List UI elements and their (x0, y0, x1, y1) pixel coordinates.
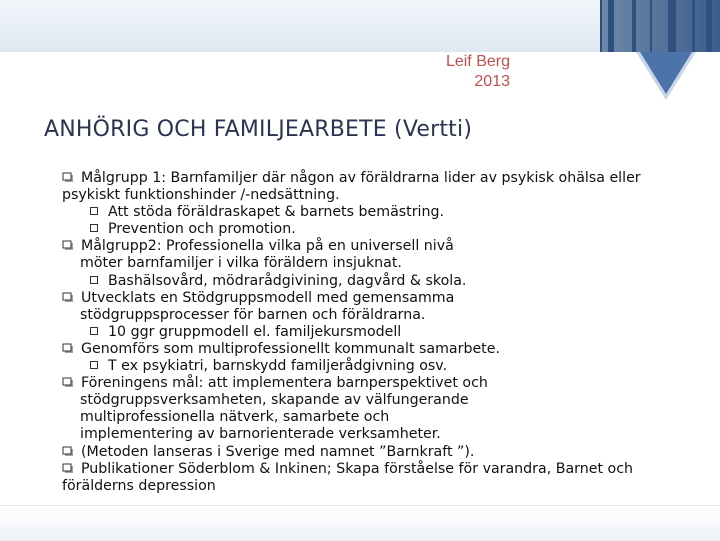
bullet-line (62, 478, 682, 495)
bullet-line (62, 255, 682, 272)
bullet-text: stödgruppsprocesser för barnen och föräldrarna. (80, 306, 426, 323)
bullet-text: Publikationer Söderblom & Inkinen; Skapa förståelse för varandra, Barnet och (81, 460, 634, 477)
slide-body (62, 170, 682, 495)
bullet-text: psykiskt funktionshinder /-nedsättning. (62, 187, 340, 204)
bottom-banner (0, 505, 720, 541)
square-bullet-icon (62, 343, 75, 354)
bullet-text: 10 ggr gruppmodell el. familjekursmodell (108, 323, 402, 340)
bullet-line (62, 307, 682, 324)
bullet-text: Utvecklats en Stödgruppsmodell med gemensamma (81, 289, 455, 306)
bullet-text: Föreningens mål: att implementera barnperspektivet och (81, 375, 488, 392)
bullet-line (62, 324, 682, 341)
banner-stripe (692, 0, 695, 52)
square-bullet-icon (62, 446, 75, 457)
bullet-line (62, 358, 682, 375)
bullet-line (62, 392, 682, 409)
bullet-text: möter barnfamiljer i vilka föräldern insjuknat. (80, 255, 402, 272)
bullet-line (62, 426, 682, 443)
bullet-line (62, 273, 682, 290)
square-bullet-icon (62, 377, 75, 388)
author-year: 2013 (474, 73, 510, 90)
square-bullet-icon (62, 463, 75, 474)
author-block (446, 52, 510, 92)
bullet-line (62, 341, 682, 358)
bullet-text: Att stöda föräldraskapet & barnets bemästring. (108, 204, 444, 221)
bullet-text: multiprofessionella nätverk, samarbete och (80, 409, 390, 426)
square-bullet-icon (62, 172, 75, 183)
square-bullet-icon (62, 292, 75, 303)
bullet-line (62, 444, 682, 461)
decorative-triangle (640, 52, 692, 94)
banner-stripe (632, 0, 636, 52)
banner-stripe (608, 0, 614, 52)
small-square-bullet-icon (90, 327, 98, 335)
bullet-text: T ex psykiatri, barnskydd familjerådgivning osv. (108, 358, 448, 375)
bullet-text: Bashälsovård, mödrarådgivining, dagvård & skola. (108, 272, 467, 289)
bullet-text: stödgruppsverksamheten, skapande av välfungerande (80, 392, 469, 409)
author-name: Leif Berg (445, 53, 510, 70)
bullet-text: (Metoden lanseras i Sverige med namnet ”Barnkraft ”). (81, 443, 475, 460)
bullet-line (62, 187, 682, 204)
bullet-text: Genomförs som multiprofessionellt kommunalt samarbete. (81, 340, 500, 357)
slide-title: ANHÖRIG OCH FAMILJEARBETE (Vertti) (44, 117, 473, 142)
banner-stripe (650, 0, 652, 52)
square-bullet-icon (62, 240, 75, 251)
small-square-bullet-icon (90, 207, 98, 215)
top-banner-accent (600, 0, 720, 52)
bullet-line (62, 204, 682, 221)
banner-stripe (668, 0, 676, 52)
banner-stripe (600, 0, 602, 52)
small-square-bullet-icon (90, 276, 98, 284)
bullet-text: Målgrupp2: Professionella vilka på en universell nivå (81, 238, 454, 255)
bullet-text: förälderns depression (62, 477, 216, 494)
bullet-line (62, 375, 682, 392)
bullet-line (62, 221, 682, 238)
bullet-text: Prevention och promotion. (108, 221, 296, 238)
bullet-line (62, 238, 682, 255)
small-square-bullet-icon (90, 361, 98, 369)
bullet-line (62, 290, 682, 307)
bullet-text: implementering av barnorienterade verksamheter. (80, 426, 441, 443)
banner-stripe (706, 0, 712, 52)
small-square-bullet-icon (90, 224, 98, 232)
bullet-text: Målgrupp 1: Barnfamiljer där någon av föräldrarna lider av psykisk ohälsa eller (81, 170, 641, 186)
bullet-line (62, 461, 682, 478)
bullet-line (62, 409, 682, 426)
bullet-line (62, 170, 682, 187)
